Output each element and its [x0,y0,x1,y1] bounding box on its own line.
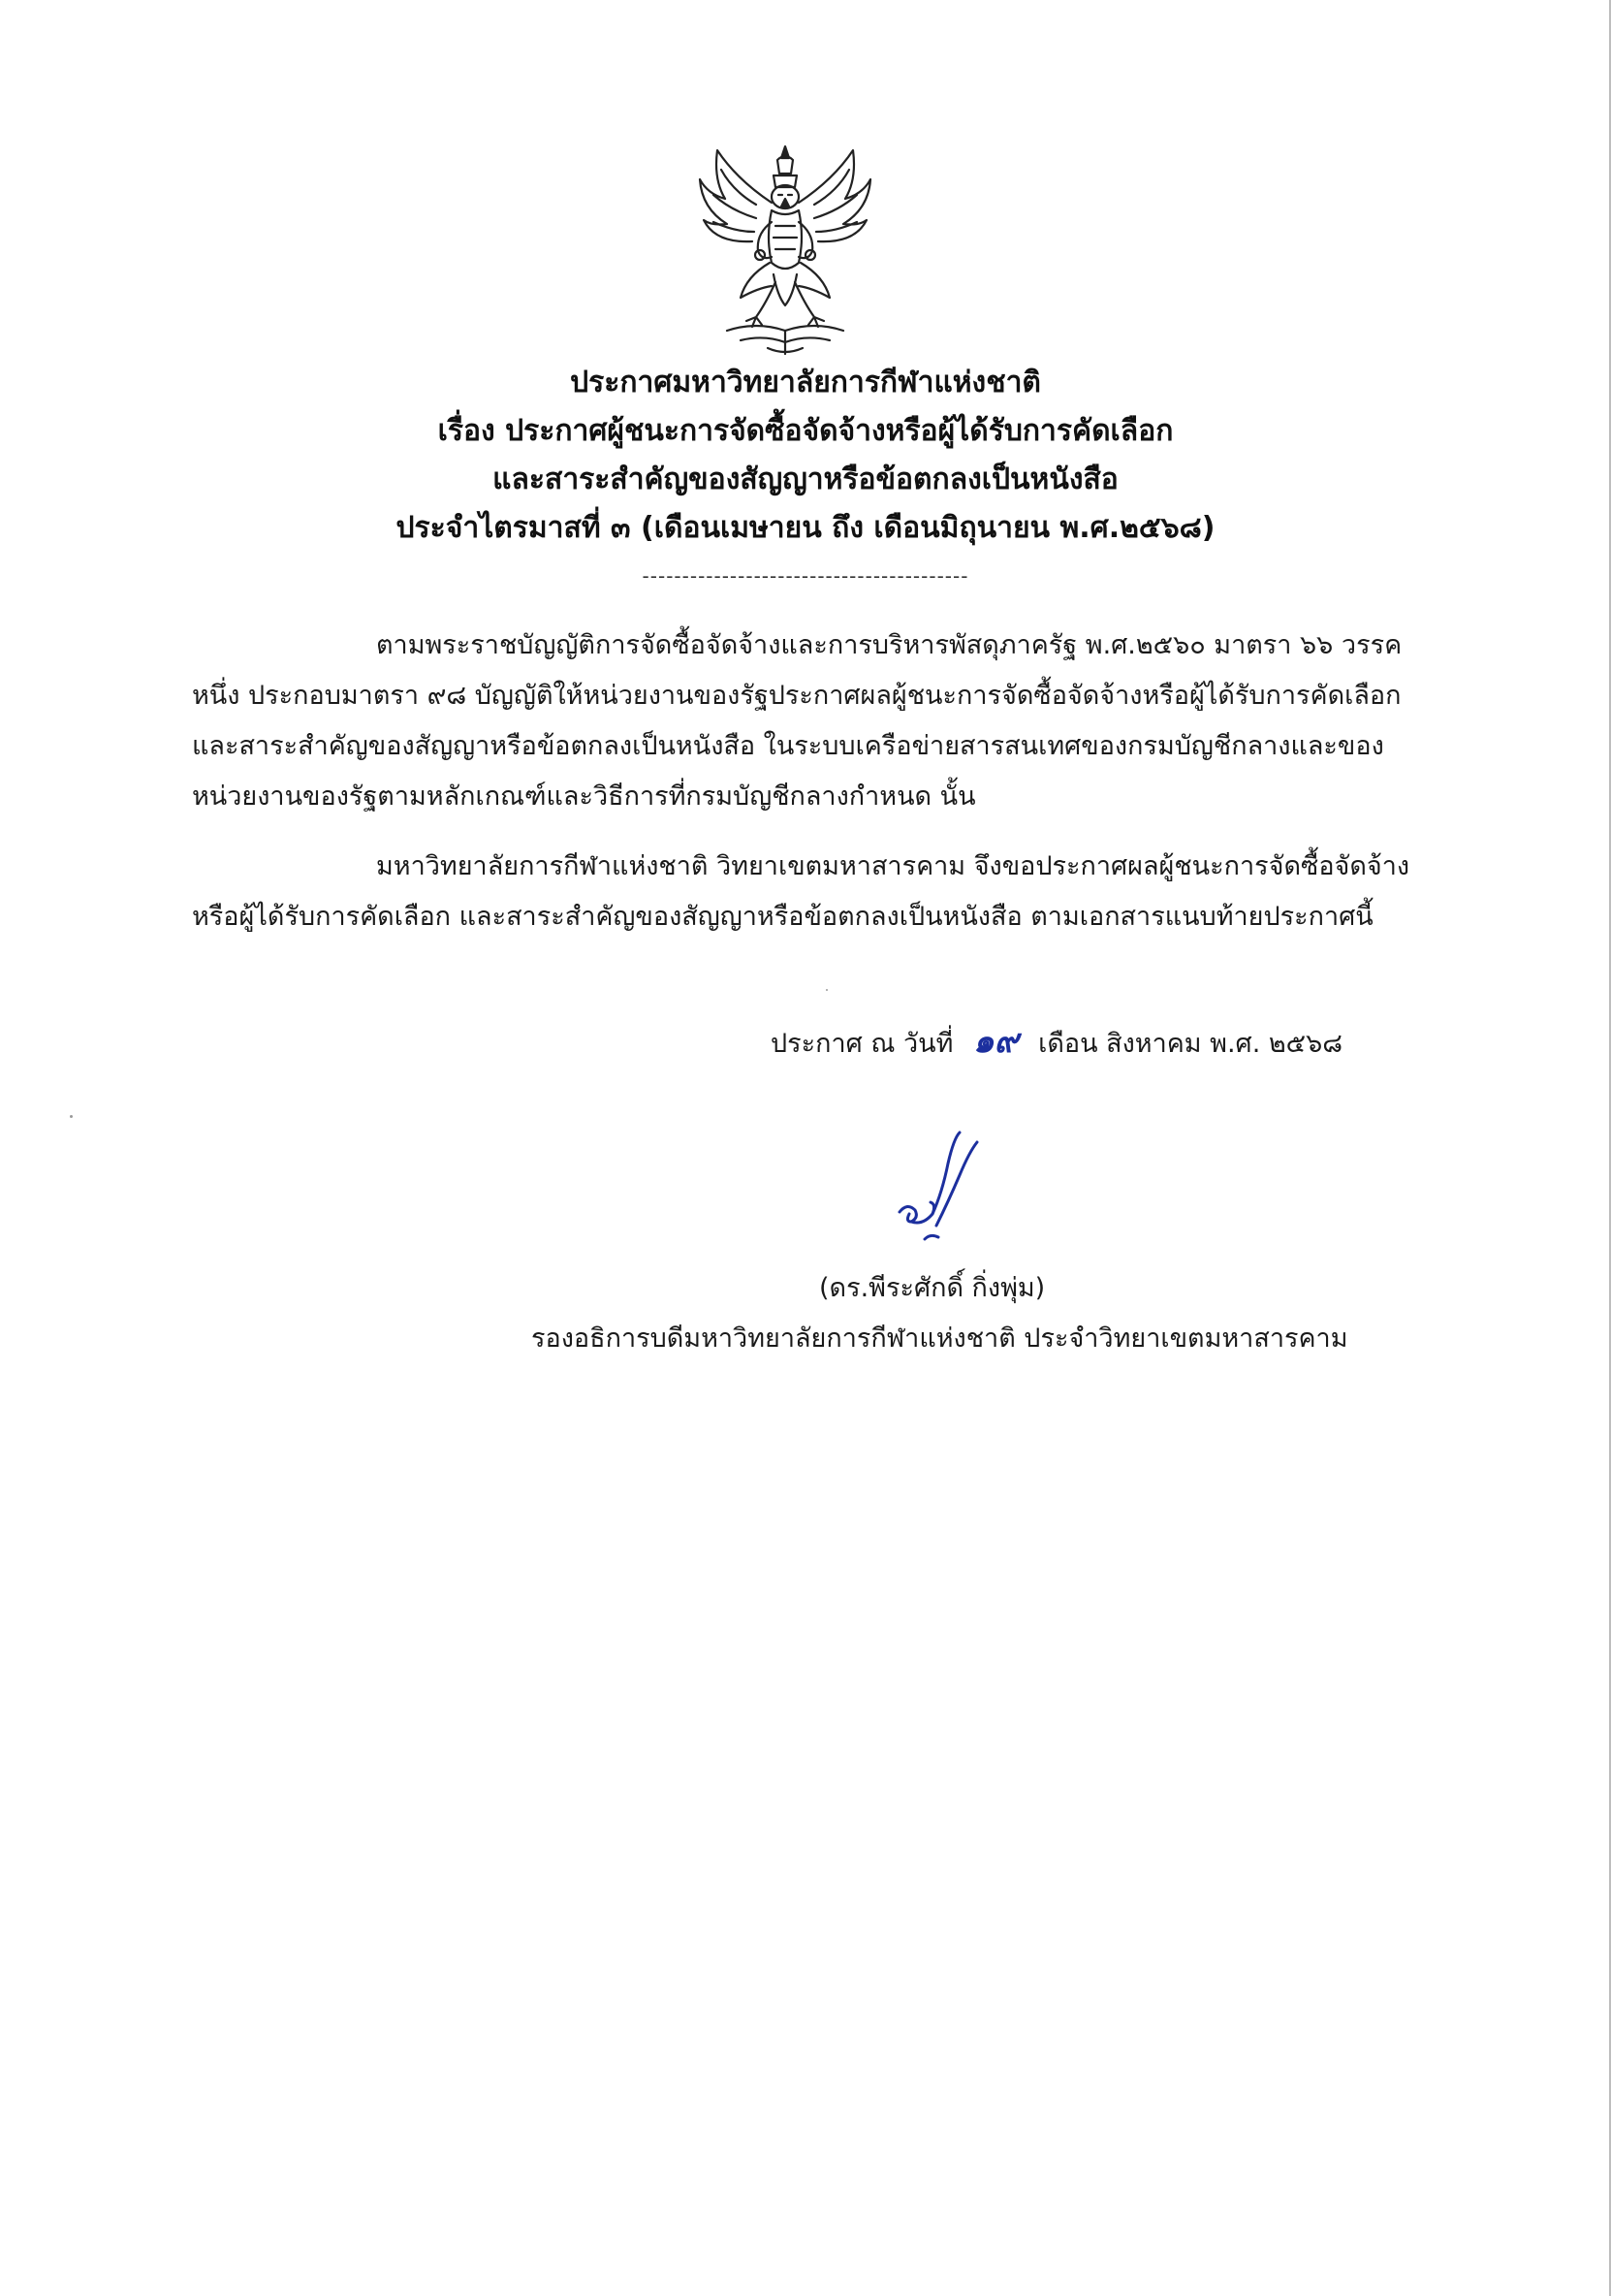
announcement-date [771,1016,1342,1069]
body-paragraph-2 [192,842,1442,942]
announcement-subject-line2: และสาระสำคัญของสัญญาหรือข้อตกลงเป็นหนังสือ [492,462,1119,496]
paragraph-line: และสาระสำคัญของสัญญาหรือข้อตกลงเป็นหนังสือ ในระบบเครือข่ายสารสนเทศของกรมบัญชีกลางและของ [192,731,1384,761]
signatory-name: (ดร.พีระศักดิ์ กิ่งพุ่ม) [819,1273,1046,1303]
paragraph-line: หนึ่ง ประกอบมาตรา ๙๘ บัญญัติให้หน่วยงานของรัฐประกาศผลผู้ชนะการจัดซื้อจัดจ้างหรือผู้ได้รับการคัดเลือก [192,681,1402,711]
body-paragraph-1 [192,621,1442,822]
handwritten-signature-icon [890,1125,996,1256]
heading-divider: ----------------------------------------- [642,564,969,588]
paragraph-line: หรือผู้ได้รับการคัดเลือก และสาระสำคัญของสัญญาหรือข้อตกลงเป็นหนังสือ ตามเอกสารแนบท้ายประกาศนี้ [192,902,1374,932]
scan-speck [70,1115,73,1118]
announcement-subject: เรื่อง ประกาศผู้ชนะการจัดซื้อจัดจ้างหรือผู้ได้รับการคัดเลือก [437,414,1174,448]
paragraph-line: หน่วยงานของรัฐตามหลักเกณฑ์และวิธีการที่กรมบัญชีกลางกำหนด นั้น [192,781,976,812]
date-suffix: เดือน สิงหาคม พ.ศ. ๒๕๖๘ [1038,1029,1343,1059]
signatory-title: รองอธิการบดีมหาวิทยาลัยการกีฬาแห่งชาติ ประจำวิทยาเขตมหาสารคาม [531,1323,1348,1354]
announcement-period: ประจำไตรมาสที่ ๓ (เดือนเมษายน ถึง เดือนมิถุนายน พ.ศ.๒๕๖๘) [395,511,1216,545]
garuda-emblem-icon [688,141,882,359]
paragraph-line: ตามพระราชบัญญัติการจัดซื้อจัดจ้างและการบริหารพัสดุภาครัฐ พ.ศ.๒๕๖๐ มาตรา ๖๖ วรรค [376,630,1403,660]
date-day-handwritten: ๑๙ [973,1022,1019,1061]
announcement-title: ประกาศมหาวิทยาลัยการกีฬาแห่งชาติ [570,366,1041,399]
paragraph-line: มหาวิทยาลัยการกีฬาแห่งชาติ วิทยาเขตมหาสารคาม จึงขอประกาศผลผู้ชนะการจัดซื้อจัดจ้าง [376,851,1410,881]
date-prefix: ประกาศ ณ วันที่ [771,1029,954,1059]
scan-speck [826,989,828,991]
